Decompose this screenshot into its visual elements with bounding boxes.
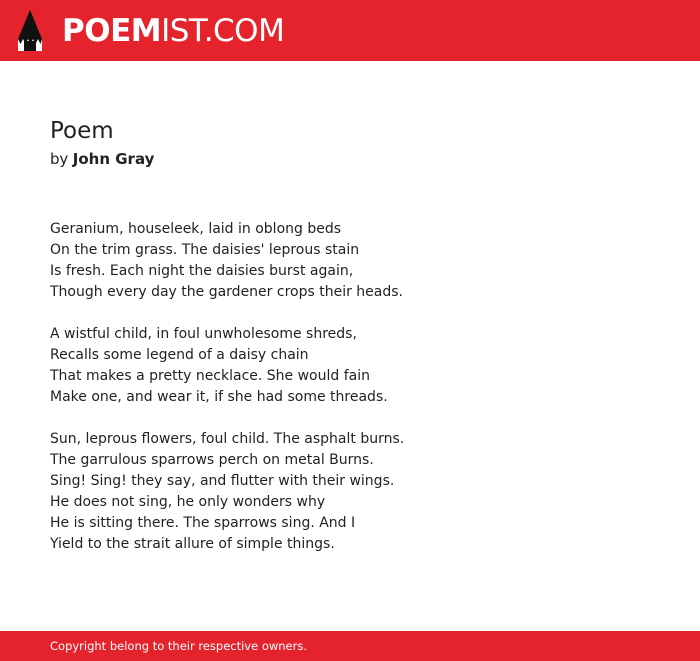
brand-name-strong: POEM	[62, 13, 162, 49]
site-header	[0, 0, 700, 61]
stanza-1	[50, 219, 404, 303]
poem-title: Poem	[50, 118, 114, 144]
poem-line: He does not sing, he only wonders why	[50, 494, 326, 510]
byline-prefix: by	[50, 150, 68, 168]
author-name: John Gray	[72, 150, 155, 168]
site-footer	[0, 631, 700, 661]
poem-line: Sun, leprous flowers, foul child. The asphalt burns.	[50, 431, 405, 447]
byline	[50, 148, 154, 170]
copyright-notice: Copyright belong to their respective owners.	[50, 639, 308, 653]
pencil-icon[interactable]	[17, 9, 43, 52]
brand-name-light: IST.COM	[161, 13, 285, 49]
poem-line: A wistful child, in foul unwholesome shreds,	[50, 326, 357, 342]
poem-line: He is sitting there. The sparrows sing. And I	[50, 515, 356, 531]
poem-line: That makes a pretty necklace. She would fain	[50, 368, 370, 384]
poem-line: Yield to the strait allure of simple things.	[50, 536, 335, 552]
poem-line: The garrulous sparrows perch on metal Burns.	[50, 452, 374, 468]
poem-body	[50, 219, 404, 576]
poem-line: Sing! Sing! they say, and flutter with their wings.	[50, 473, 395, 489]
poem-line: Make one, and wear it, if she had some threads.	[50, 389, 388, 405]
site-logo-link[interactable]	[62, 9, 284, 53]
poem-line: Though every day the gardener crops their heads.	[50, 284, 403, 300]
poem-line: Is fresh. Each night the daisies burst again,	[50, 263, 354, 279]
poem-line: On the trim grass. The daisies' leprous stain	[50, 242, 360, 258]
poem-line: Geranium, houseleek, laid in oblong beds	[50, 221, 342, 237]
stanza-3	[50, 429, 404, 555]
poem-line: Recalls some legend of a daisy chain	[50, 347, 309, 363]
stanza-2	[50, 324, 404, 408]
